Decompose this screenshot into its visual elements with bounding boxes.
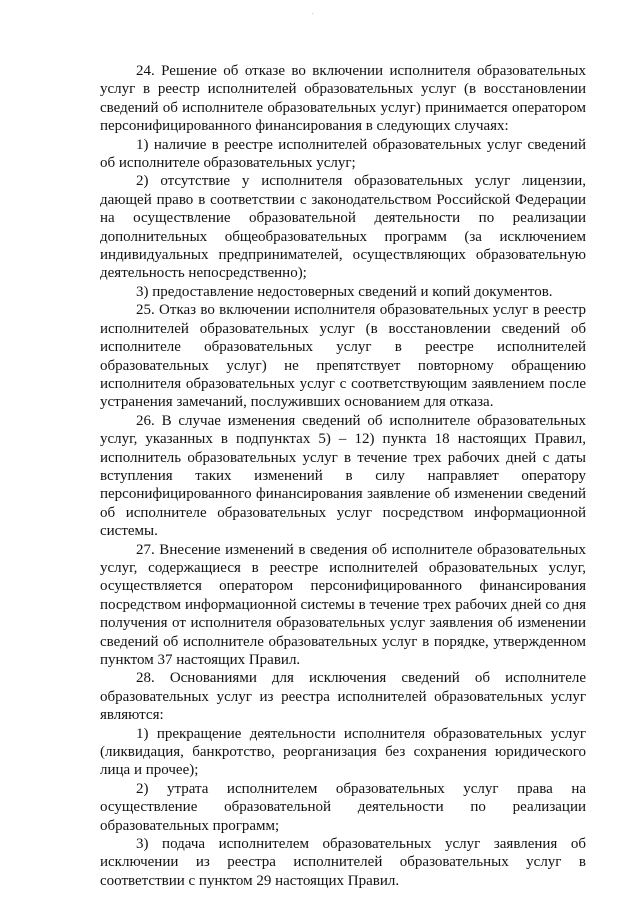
paragraph-25: 25. Отказ во включении исполнителя образовательных услуг в реестр исполнителей образовательных услуг (в восстановлении сведений об исполнителе образовательных услуг в реестре исполнителей образовательных услуг) не препятствует повторному обращению исполнителя образовательных услуг с соответствующим заявлением после устранения замечаний, послуживших основанием для отказа. [100, 302, 586, 411]
paragraph-28-item-3: 3) подача исполнителем образовательных услуг заявления об исключении из реестра исполнителей образовательных услуг в соответствии с пунктом 29 настоящих Правил. [100, 836, 586, 889]
document-body [100, 62, 586, 890]
paragraph-24-item-1: 1) наличие в реестре исполнителей образовательных услуг сведений об исполнителе образовательных услуг; [100, 136, 586, 172]
paragraph-24-item-3: 3) предоставление недостоверных сведений и копий документов. [136, 283, 553, 300]
paragraph-28-item-1: 1) прекращение деятельности исполнителя образовательных услуг (ликвидация, банкротство, реорганизация без сохранения юридического лица и прочее); [100, 725, 586, 779]
paragraph-28-item-2: 2) утрата исполнителем образовательных услуг права на осуществление образовательной деятельности по реализации образовательных программ; [100, 780, 586, 834]
paragraph-26: 26. В случае изменения сведений об исполнителе образовательных услуг, указанных в подпунктах 5) – 12) пункта 18 настоящих Правил, исполнитель образовательных услуг в течение трех рабочих дней с даты вступления таких изменений в силу направляет оператору персонифицированного финансирования заявление об изменении сведений об исполнителе образовательных услуг посредством информационной системы. [100, 412, 586, 540]
paragraph-27: 27. Внесение изменений в сведения об исполнителе образовательных услуг, содержащиеся в реестре исполнителей образовательных услуг, осуществляется оператором персонифицированного финансирования посредством информационной системы в течение трех рабочих дней со дня получения от исполнителя образовательных услуг заявления об изменении сведений об исполнителе образовательных услуг в порядке, утвержденном пунктом 37 настоящих Правил. [100, 541, 586, 668]
paragraph-28: 28. Основаниями для исключения сведений об исполнителе образовательных услуг из реестра исполнителей образовательных услуг являются: [100, 670, 586, 724]
paragraph-24-item-2: 2) отсутствие у исполнителя образовательных услуг лицензии, дающей право в соответствии с законодательством Российской Федерации на осуществление образовательной деятельности по реализации дополнительных общеобразовательных программ (за исключением индивидуальных предпринимателей, осуществляющих образовательную деятельность непосредственно); [100, 173, 586, 282]
paragraph-24: 24. Решение об отказе во включении исполнителя образовательных услуг в реестр исполнителей образовательных услуг (в восстановлении сведений об исполнителе образовательных услуг) принимается оператором персонифицированного финансирования в следующих случаях: [100, 63, 586, 135]
page-top-mark: . [312, 8, 314, 16]
